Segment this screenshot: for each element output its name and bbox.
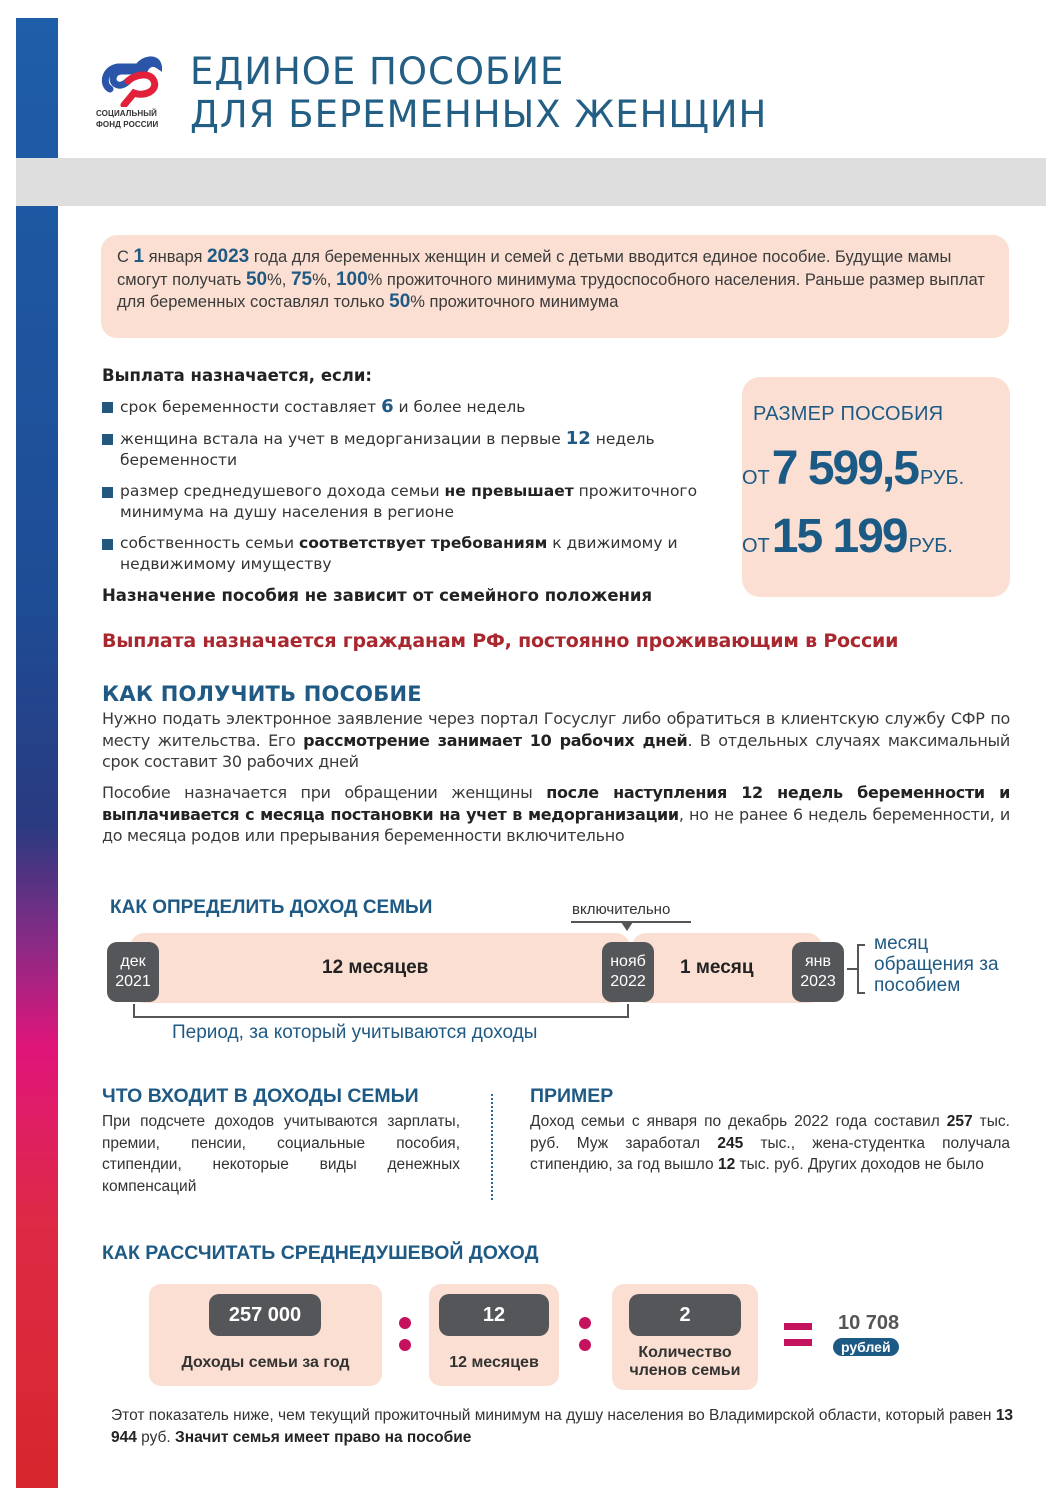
equals-icon (784, 1323, 812, 1355)
how-bold: после наступления 12 недель беременности и выплачивается с месяца постановки на учет в медорганизации (102, 783, 1010, 824)
header-gray-band (16, 158, 1046, 206)
date-year: 2021 (115, 973, 151, 990)
side-gradient-bar (16, 18, 58, 1488)
result-value: 10 708 (838, 1312, 900, 1334)
example-title: ПРИМЕР (530, 1085, 614, 1107)
sfr-logo (96, 55, 168, 137)
intro-text: %, (312, 270, 336, 289)
amount-row (742, 509, 953, 564)
condition-bold: соответствует требованиям (299, 534, 548, 552)
dotted-divider (491, 1094, 493, 1200)
condition-text: собственность семьи (120, 534, 300, 552)
example-bold: 245 (717, 1134, 744, 1152)
application-month-label: месяц обращения за пособием (874, 933, 999, 996)
condition-item (102, 428, 722, 471)
how-text: , но не ранее 6 недель беременности, и до месяца родов или прерывания беременности включительно (102, 804, 1010, 845)
income-composition-title: ЧТО ВХОДИТ В ДОХОДЫ СЕМЬИ (102, 1085, 419, 1107)
date-month: нояб (610, 953, 646, 970)
date-chip-application (792, 942, 844, 1002)
sfr-logo-icon (100, 55, 162, 107)
inclusive-label: включительно (572, 901, 671, 918)
calc-caption: Количество членов семьи (629, 1344, 741, 1379)
intro-text: %, (267, 270, 291, 289)
condition-text: недель беременности (120, 430, 655, 469)
intro-text: % прожиточного минимума (410, 293, 619, 311)
square-bullet-icon (102, 487, 113, 498)
calc-caption: 12 месяцев (449, 1354, 539, 1371)
condition-text: срок беременности составляет (120, 398, 382, 416)
conclusion-span: руб. (136, 1428, 176, 1446)
how-paragraph-2 (102, 782, 1010, 847)
calc-value: 2 (629, 1294, 741, 1336)
condition-item (102, 533, 722, 575)
intro-highlight: 50 (389, 291, 411, 312)
intro-box (101, 235, 1009, 338)
bracket-tick (847, 968, 857, 970)
how-text: Нужно подать электронное заявление через портал Госуслуг либо обратиться в клиентскую службу СФР по месту жительства. Его (102, 709, 1010, 750)
square-bullet-icon (102, 402, 113, 413)
how-text: . В отдельных случаях максимальный срок составит 30 рабочих дней (102, 730, 1010, 771)
calc-box-months (429, 1284, 559, 1386)
benefit-amount-box (742, 377, 1010, 597)
title-line1: ЕДИНОЕ ПОСОБИЕ (190, 50, 565, 93)
intro-text: С (117, 248, 134, 266)
amount-value: 7 599,5 (771, 442, 918, 495)
example-bold: 257 (946, 1113, 973, 1130)
square-bullet-icon (102, 539, 113, 550)
example-text (530, 1111, 1010, 1176)
conclusion-bold: 13 944 (111, 1407, 1014, 1446)
intro-highlight: 50 (245, 268, 268, 290)
intro-highlight: 2023 (206, 246, 250, 267)
calc-box-income (149, 1284, 382, 1386)
amount-prefix: ОТ (742, 467, 770, 489)
conclusion-text (111, 1405, 1021, 1448)
amount-unit: РУБ. (919, 467, 965, 489)
amount-value: 15 199 (771, 510, 907, 563)
inclusive-arrow-icon (621, 922, 633, 931)
citizens-note: Выплата назначается гражданам РФ, постоянно проживающим в России (102, 630, 899, 652)
intro-highlight: 100 (335, 268, 368, 290)
how-bold: рассмотрение занимает 10 рабочих дней (303, 730, 688, 750)
date-chip-end (602, 942, 654, 1002)
intro-text: года для беременных женщин и семей с детьми вводится единое пособие. Будущие мамы смогут получать (117, 248, 952, 289)
conclusion-bold: Значит семья имеет право на пособие (175, 1428, 472, 1446)
intro-text: января (144, 248, 207, 266)
date-month: дек (120, 953, 146, 970)
conditions-list (102, 396, 722, 585)
how-text: Пособие назначается при обращении женщины (102, 783, 547, 802)
logo-text-line2: ФОНД РОССИИ (96, 120, 159, 129)
how-paragraph-1 (102, 708, 1010, 773)
square-bullet-icon (102, 434, 113, 445)
condition-bold: не превышает (444, 482, 574, 500)
calc-box-members (612, 1284, 758, 1390)
condition-text: к движимому и недвижимому имуществу (120, 534, 678, 573)
condition-number: 6 (381, 396, 394, 417)
condition-item (102, 396, 722, 418)
income-period-title: КАК ОПРЕДЕЛИТЬ ДОХОД СЕМЬИ (110, 897, 433, 918)
conditions-title: Выплата назначается, если: (102, 366, 373, 385)
condition-text: женщина встала на учет в медорганизации в первые (120, 430, 566, 448)
conclusion-span: Этот показатель ниже, чем текущий прожиточный минимум на душу населения во Владимирской области, который равен (111, 1407, 996, 1424)
income-composition-text: При подсчете доходов учитываются зарплаты, премии, пенсии, социальные пособия, стипендии, некоторые виды денежных компенсаций (102, 1113, 460, 1195)
title-line2: ДЛЯ БЕРЕМЕННЫХ ЖЕНЩИН (190, 93, 768, 136)
date-chip-start (107, 942, 159, 1002)
period-label: Период, за который учитываются доходы (172, 1022, 538, 1043)
calc-value: 12 (439, 1294, 549, 1336)
intro-highlight: 1 (133, 246, 145, 267)
amount-unit: РУБ. (908, 535, 953, 557)
divide-icon (399, 1317, 411, 1361)
intro-text: % прожиточного минимума трудоспособного населения. Раньше размер выплат для беременных составлял только (117, 270, 985, 311)
intro-highlight: 75 (290, 268, 313, 290)
date-year: 2023 (800, 973, 836, 990)
amount-prefix: ОТ (742, 535, 770, 557)
date-year: 2022 (610, 973, 646, 990)
example-span: тыс. руб. Муж заработал (530, 1113, 1010, 1152)
calc-caption: Доходы семьи за год (181, 1354, 350, 1371)
date-month: янв (805, 953, 831, 970)
period-bracket (133, 1004, 629, 1018)
band-label-12-months: 12 месяцев (322, 957, 429, 978)
amount-row (742, 441, 964, 496)
result-unit-badge: рублей (833, 1338, 899, 1356)
band-label-1-month: 1 месяц (680, 957, 754, 978)
example-span: тыс., жена-студентка получала стипендию, за год вышло (530, 1134, 1010, 1173)
amount-label: РАЗМЕР ПОСОБИЯ (753, 403, 944, 425)
condition-text: и более недель (393, 398, 526, 416)
condition-number: 12 (565, 428, 591, 449)
page-title (190, 50, 767, 136)
divide-icon (579, 1317, 591, 1361)
example-span: Доход семьи с января по декабрь 2022 года составил (530, 1113, 947, 1130)
example-bold: 12 (717, 1156, 736, 1173)
how-to-get-title: КАК ПОЛУЧИТЬ ПОСОБИЕ (102, 682, 422, 706)
calculation-title: КАК РАССЧИТАТЬ СРЕДНЕДУШЕВОЙ ДОХОД (102, 1242, 539, 1264)
condition-text: размер среднедушевого дохода семьи (120, 482, 445, 500)
condition-item (102, 481, 722, 523)
conditions-note: Назначение пособия не зависит от семейного положения (102, 586, 653, 605)
example-span: тыс. руб. Других доходов не было (735, 1156, 984, 1173)
logo-text-line1: СОЦИАЛЬНЫЙ (96, 109, 157, 118)
application-bracket (857, 944, 865, 994)
calc-value: 257 000 (209, 1294, 321, 1336)
condition-text: прожиточного минимума на душу населения в регионе (120, 482, 698, 521)
